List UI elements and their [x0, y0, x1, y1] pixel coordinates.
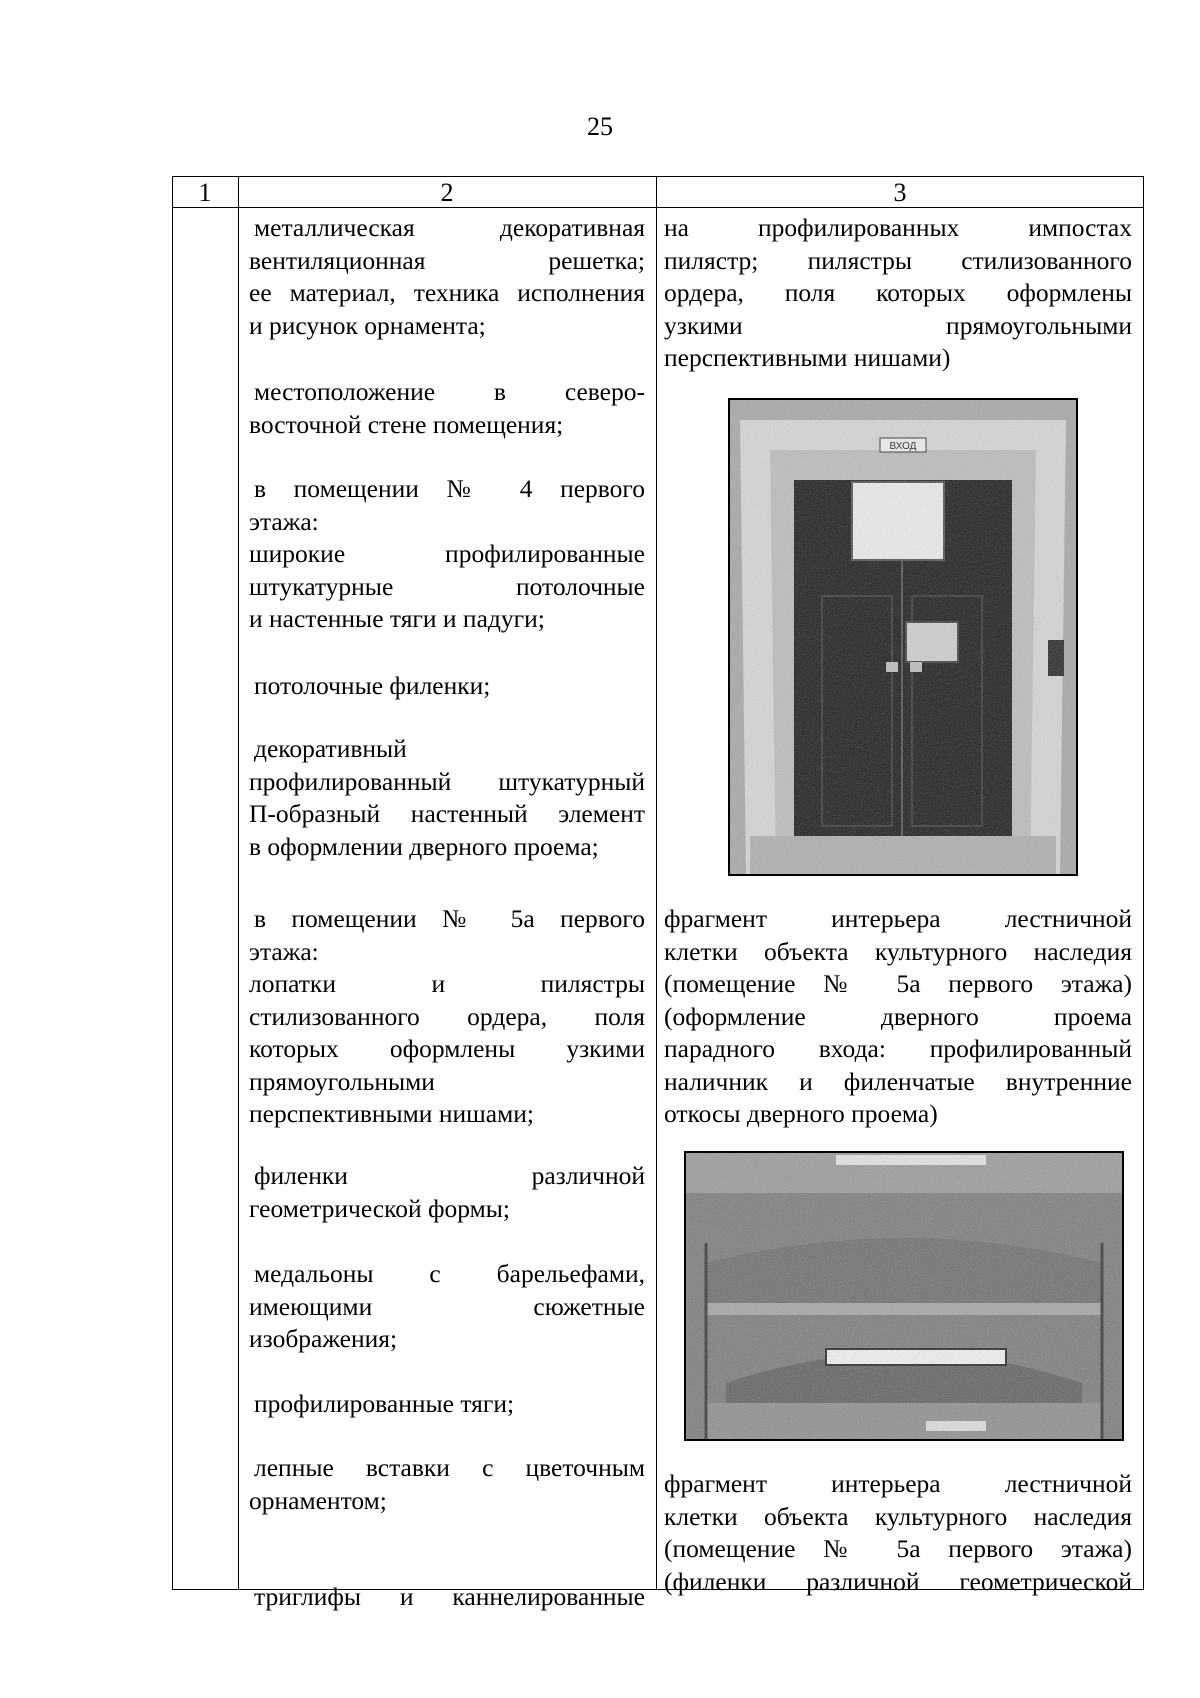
col2-line: изображения;	[249, 1324, 398, 1353]
col2-item	[249, 473, 645, 636]
col2-line: ее материал, техника исполнения	[249, 278, 645, 307]
col2-line: в помещении № 4 первого	[254, 474, 645, 503]
staircase-photo	[684, 1151, 1124, 1441]
header-col-1: 1	[198, 178, 212, 207]
col3-line: (оформление дверного проема	[664, 1001, 1132, 1031]
col2-line: вентиляционная решетка;	[249, 245, 645, 275]
col3-line: парадного входа: профилированный	[664, 1034, 1132, 1063]
col3-line: (филенки различной геометрической	[664, 1566, 1132, 1596]
col3-line: клетки объекта культурного наследия	[664, 936, 1132, 966]
col2-line: в оформлении дверного проема;	[249, 831, 599, 861]
col2-line: П-образный настенный элемент	[249, 799, 645, 828]
col2-line: перспективными нишами;	[249, 1099, 534, 1128]
header-col-2: 2	[440, 178, 454, 207]
column-divider-1	[238, 176, 239, 1590]
col2-line: потолочные филенки;	[254, 671, 491, 700]
col3-caption-continuation	[664, 212, 1132, 375]
col2-line: геометрической формы;	[249, 1193, 510, 1223]
col2-line: лопатки и пилястры	[249, 969, 645, 998]
col2-item	[249, 1258, 645, 1356]
col3-line: узкими прямоугольными	[664, 310, 1132, 340]
col2-line: и рисунок орнамента;	[249, 310, 486, 340]
header-divider	[172, 207, 1144, 208]
col2-line: в помещении № 5а первого	[254, 904, 645, 933]
col2-line: декоративный	[254, 734, 407, 763]
col2-line: металлическая декоративная	[254, 213, 645, 242]
col2-line: восточной стене помещения;	[249, 409, 564, 439]
col3-line: на профилированных импостах	[664, 213, 1132, 242]
col3-line: (помещение № 5а первого этажа)	[664, 969, 1132, 998]
col2-line: медальоны с барельефами,	[254, 1259, 645, 1288]
col2-item	[249, 1581, 645, 1614]
col3-line: фрагмент интерьера лестничной	[664, 1469, 1132, 1498]
col2-item	[249, 733, 645, 863]
col2-line: триглифы и каннелированные	[254, 1582, 645, 1611]
col2-item	[249, 376, 645, 441]
col2-line: профилированные тяги;	[254, 1389, 515, 1418]
col2-item	[249, 212, 645, 342]
col2-item	[249, 1160, 645, 1225]
col2-line: прямоугольными	[249, 1066, 435, 1096]
col3-line: перспективными нишами)	[664, 343, 951, 372]
col2-line: которых оформлены узкими	[249, 1034, 645, 1063]
col2-line: филенки различной	[254, 1161, 645, 1190]
col3-line: фрагмент интерьера лестничной	[664, 904, 1132, 933]
col2-item	[249, 670, 645, 703]
col2-line: орнаментом;	[249, 1485, 387, 1515]
col3-line: откосы дверного проема)	[664, 1099, 938, 1128]
col3-line: клетки объекта культурного наследия	[664, 1501, 1132, 1531]
col2-line: штукатурные потолочные	[249, 571, 645, 601]
col3-caption-door	[664, 903, 1132, 1131]
col2-line: этажа:	[249, 936, 319, 966]
col2-line: лепные вставки с цветочным	[254, 1453, 645, 1482]
col3-line: пилястр; пилястры стилизованного	[664, 245, 1132, 275]
col2-line: широкие профилированные	[249, 539, 645, 568]
col3-line: (помещение № 5а первого этажа)	[664, 1534, 1132, 1563]
header-col-3: 3	[893, 178, 907, 207]
col2-line: этажа:	[249, 506, 319, 536]
page-number: 25	[587, 112, 613, 141]
col3-line: наличник и филенчатые внутренние	[664, 1066, 1132, 1096]
col3-caption-panels	[664, 1468, 1132, 1598]
column-divider-2	[656, 176, 657, 1590]
col2-item	[249, 903, 645, 1131]
col2-item	[249, 1452, 645, 1517]
col2-line: стилизованного ордера, поля	[249, 1001, 645, 1031]
col2-line: и настенные тяги и падуги;	[249, 604, 545, 633]
col2-line: профилированный штукатурный	[249, 766, 645, 796]
col2-line: местоположение в северо-	[254, 377, 645, 406]
doorway-photo	[728, 398, 1078, 876]
col2-line: имеющими сюжетные	[249, 1291, 645, 1321]
col2-item	[249, 1388, 645, 1421]
col3-line: ордера, поля которых оформлены	[664, 278, 1132, 307]
